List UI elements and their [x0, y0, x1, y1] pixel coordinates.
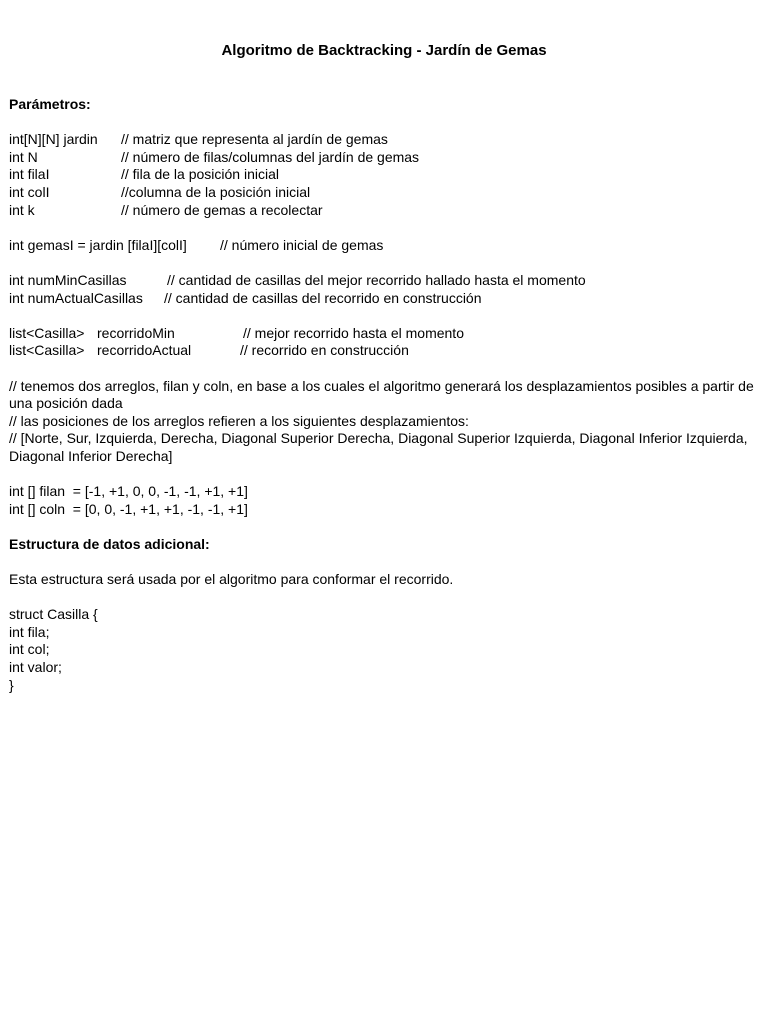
casillas-decl: int numActualCasillas — [9, 289, 143, 306]
gemas-line — [9, 237, 759, 255]
spacer — [9, 307, 759, 325]
casillas-comment: // cantidad de casillas del mejor recorrido hallado hasta el momento — [167, 271, 586, 288]
coln-line: int [] coln = [0, 0, -1, +1, +1, -1, -1, +1] — [9, 500, 248, 517]
struct-line: } — [9, 676, 14, 693]
document-body — [9, 96, 759, 694]
arreglos-comment: // tenemos dos arreglos, filan y coln, en base a los cuales el algoritmo generará los desplazamientos posibles a partir de una posición dada — [9, 377, 754, 412]
struct-line: struct Casilla { — [9, 606, 98, 623]
casillas-comment: // cantidad de casillas del recorrido en construcción — [164, 289, 482, 306]
spacer — [9, 589, 759, 607]
casillas-line — [9, 290, 759, 308]
param-line — [9, 184, 759, 202]
param-line — [9, 202, 759, 220]
estructura-heading: Estructura de datos adicional: — [9, 535, 210, 552]
param-decl: int k — [9, 201, 35, 218]
param-comment: //columna de la posición inicial — [121, 183, 311, 200]
spacer — [9, 254, 759, 272]
struct-line: int valor; — [9, 659, 62, 675]
lista-line — [9, 342, 759, 360]
lista-name: recorridoMin — [97, 324, 175, 341]
spacer — [9, 360, 759, 378]
param-comment: // fila de la posición inicial — [121, 166, 279, 183]
lista-comment: // recorrido en construcción — [240, 342, 409, 359]
param-line — [9, 131, 759, 149]
estructura-description: Esta estructura será usada por el algoritmo para conformar el recorrido. — [9, 571, 454, 588]
lista-name: recorridoActual — [97, 342, 192, 359]
gemas-comment: // número inicial de gemas — [220, 236, 384, 253]
arreglos-comment: // [Norte, Sur, Izquierda, Derecha, Diagonal Superior Derecha, Diagonal Superior Izquierda, Diagonal Inferior Izquierda, Diagonal Inferior Derecha] — [9, 430, 748, 464]
spacer — [9, 219, 759, 237]
lista-type: list<Casilla> — [9, 324, 85, 341]
param-decl: int[N][N] jardin — [9, 131, 98, 148]
gemas-decl: int gemasI = jardin [filaI][colI] — [9, 236, 187, 253]
param-decl: int N — [9, 148, 38, 165]
param-decl: int colI — [9, 183, 50, 200]
param-comment: // número de gemas a recolectar — [121, 201, 323, 218]
lista-comment: // mejor recorrido hasta el momento — [243, 324, 464, 341]
struct-line: int col; — [9, 641, 50, 658]
arreglos-comment: // las posiciones de los arreglos refieren a los siguientes desplazamientos: — [9, 412, 469, 429]
param-line — [9, 149, 759, 167]
spacer — [9, 518, 759, 536]
casillas-line — [9, 272, 759, 290]
param-comment: // matriz que representa al jardín de gemas — [121, 131, 388, 148]
parametros-heading: Parámetros: — [9, 96, 91, 112]
param-comment: // número de filas/columnas del jardín de gemas — [121, 148, 420, 165]
spacer — [9, 114, 759, 132]
casillas-decl: int numMinCasillas — [9, 271, 127, 288]
spacer — [9, 553, 759, 571]
document-title: Algoritmo de Backtracking - Jardín de Gemas — [221, 42, 547, 59]
filan-line: int [] filan = [-1, +1, 0, 0, -1, -1, +1, +1] — [9, 483, 248, 500]
spacer — [9, 465, 759, 483]
param-decl: int filaI — [9, 166, 50, 183]
param-line — [9, 166, 759, 184]
lista-line — [9, 325, 759, 343]
struct-line: int fila; — [9, 623, 50, 640]
lista-type: list<Casilla> — [9, 342, 85, 359]
